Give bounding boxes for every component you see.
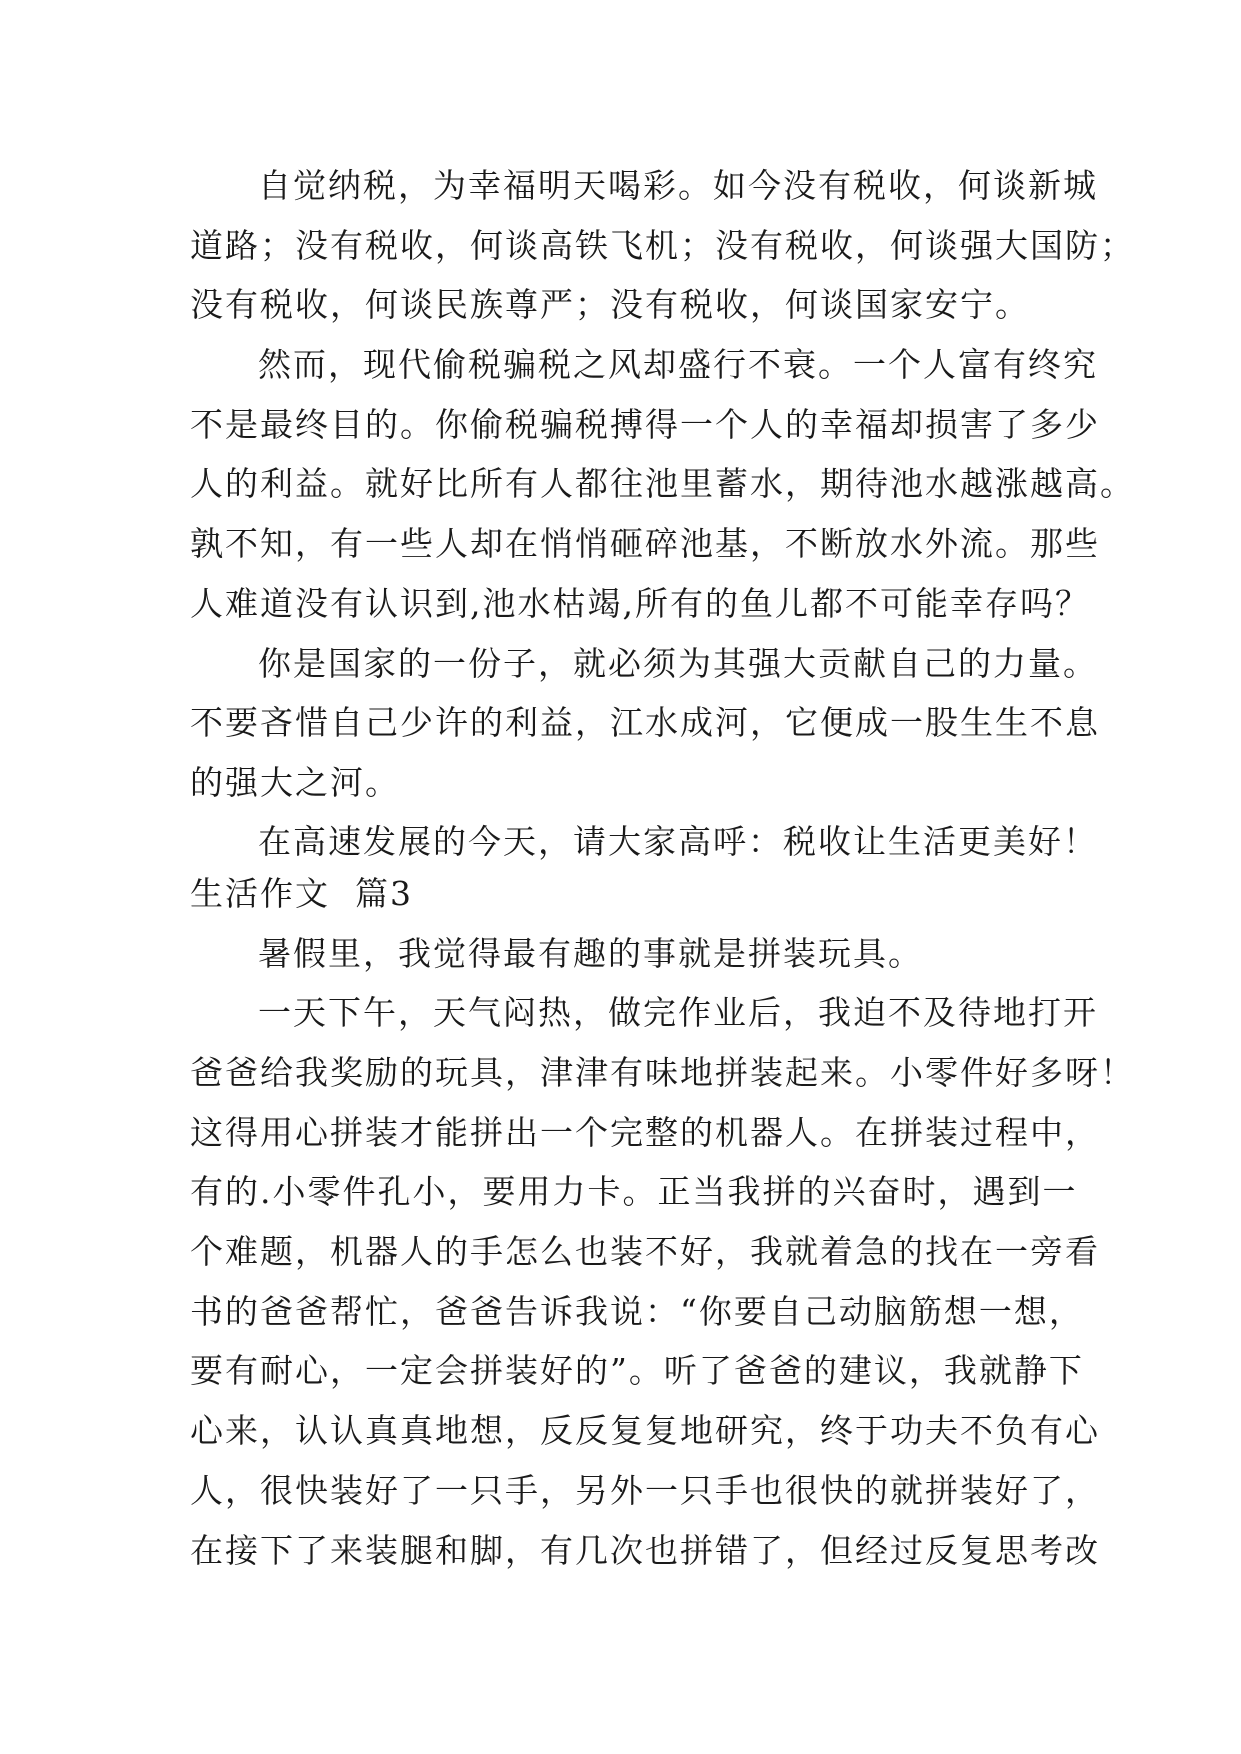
text-line: 人，很快装好了一只手，另外一只手也很快的就拼装好了， — [190, 1471, 1100, 1510]
text-line: 在接下了来装腿和脚，有几次也拼错了，但经过反复思考改 — [190, 1531, 1100, 1570]
text-line: 个难题，机器人的手怎么也装不好，我就着急的找在一旁看 — [190, 1232, 1100, 1271]
text-line: 孰不知，有一些人却在悄悄砸碎池基，不断放水外流。那些 — [190, 524, 1100, 563]
text-line: 爸爸给我奖励的玩具，津津有味地拼装起来。小零件好多呀！ — [190, 1053, 1135, 1092]
text-line: 你是国家的一份子，就必须为其强大贡献自己的力量。 — [258, 644, 1098, 683]
text-line: 不是最终目的。你偷税骗税搏得一个人的幸福却损害了多少 — [190, 405, 1100, 444]
text-line: 然而，现代偷税骗税之风却盛行不衰。一个人富有终究 — [258, 345, 1098, 384]
text-line: 暑假里，我觉得最有趣的事就是拼装玩具。 — [258, 934, 923, 973]
text-line: 自觉纳税，为幸福明天喝彩。如今没有税收，何谈新城 — [258, 166, 1098, 205]
text-line: 在高速发展的今天，请大家高呼：税收让生活更美好！ — [258, 822, 1098, 861]
text-line: 人难道没有认识到,池水枯竭,所有的鱼儿都不可能幸存吗？ — [190, 584, 1090, 623]
text-line: 的强大之河。 — [190, 763, 400, 802]
text-line: 人的利益。就好比所有人都往池里蓄水，期待池水越涨越高。 — [190, 464, 1135, 503]
text-line: 没有税收，何谈民族尊严；没有税收，何谈国家安宁。 — [190, 285, 1030, 324]
text-line: 心来，认认真真地想，反反复复地研究，终于功夫不负有心 — [190, 1411, 1100, 1450]
section-heading: 生活作文 篇3 — [190, 874, 413, 913]
text-line: 这得用心拼装才能拼出一个完整的机器人。在拼装过程中， — [190, 1113, 1100, 1152]
text-line: 一天下午，天气闷热，做完作业后，我迫不及待地打开 — [258, 993, 1098, 1032]
text-line: 书的爸爸帮忙，爸爸告诉我说：“你要自己动脑筋想一想， — [190, 1292, 1084, 1331]
text-line: 道路；没有税收，何谈高铁飞机；没有税收，何谈强大国防； — [190, 226, 1135, 265]
text-line: 有的.小零件孔小，要用力卡。正当我拼的兴奋时，遇到一 — [190, 1172, 1078, 1211]
text-line: 要有耐心，一定会拼装好的”。听了爸爸的建议，我就静下 — [190, 1351, 1084, 1390]
text-line: 不要吝惜自己少许的利益，江水成河，它便成一股生生不息 — [190, 703, 1100, 742]
